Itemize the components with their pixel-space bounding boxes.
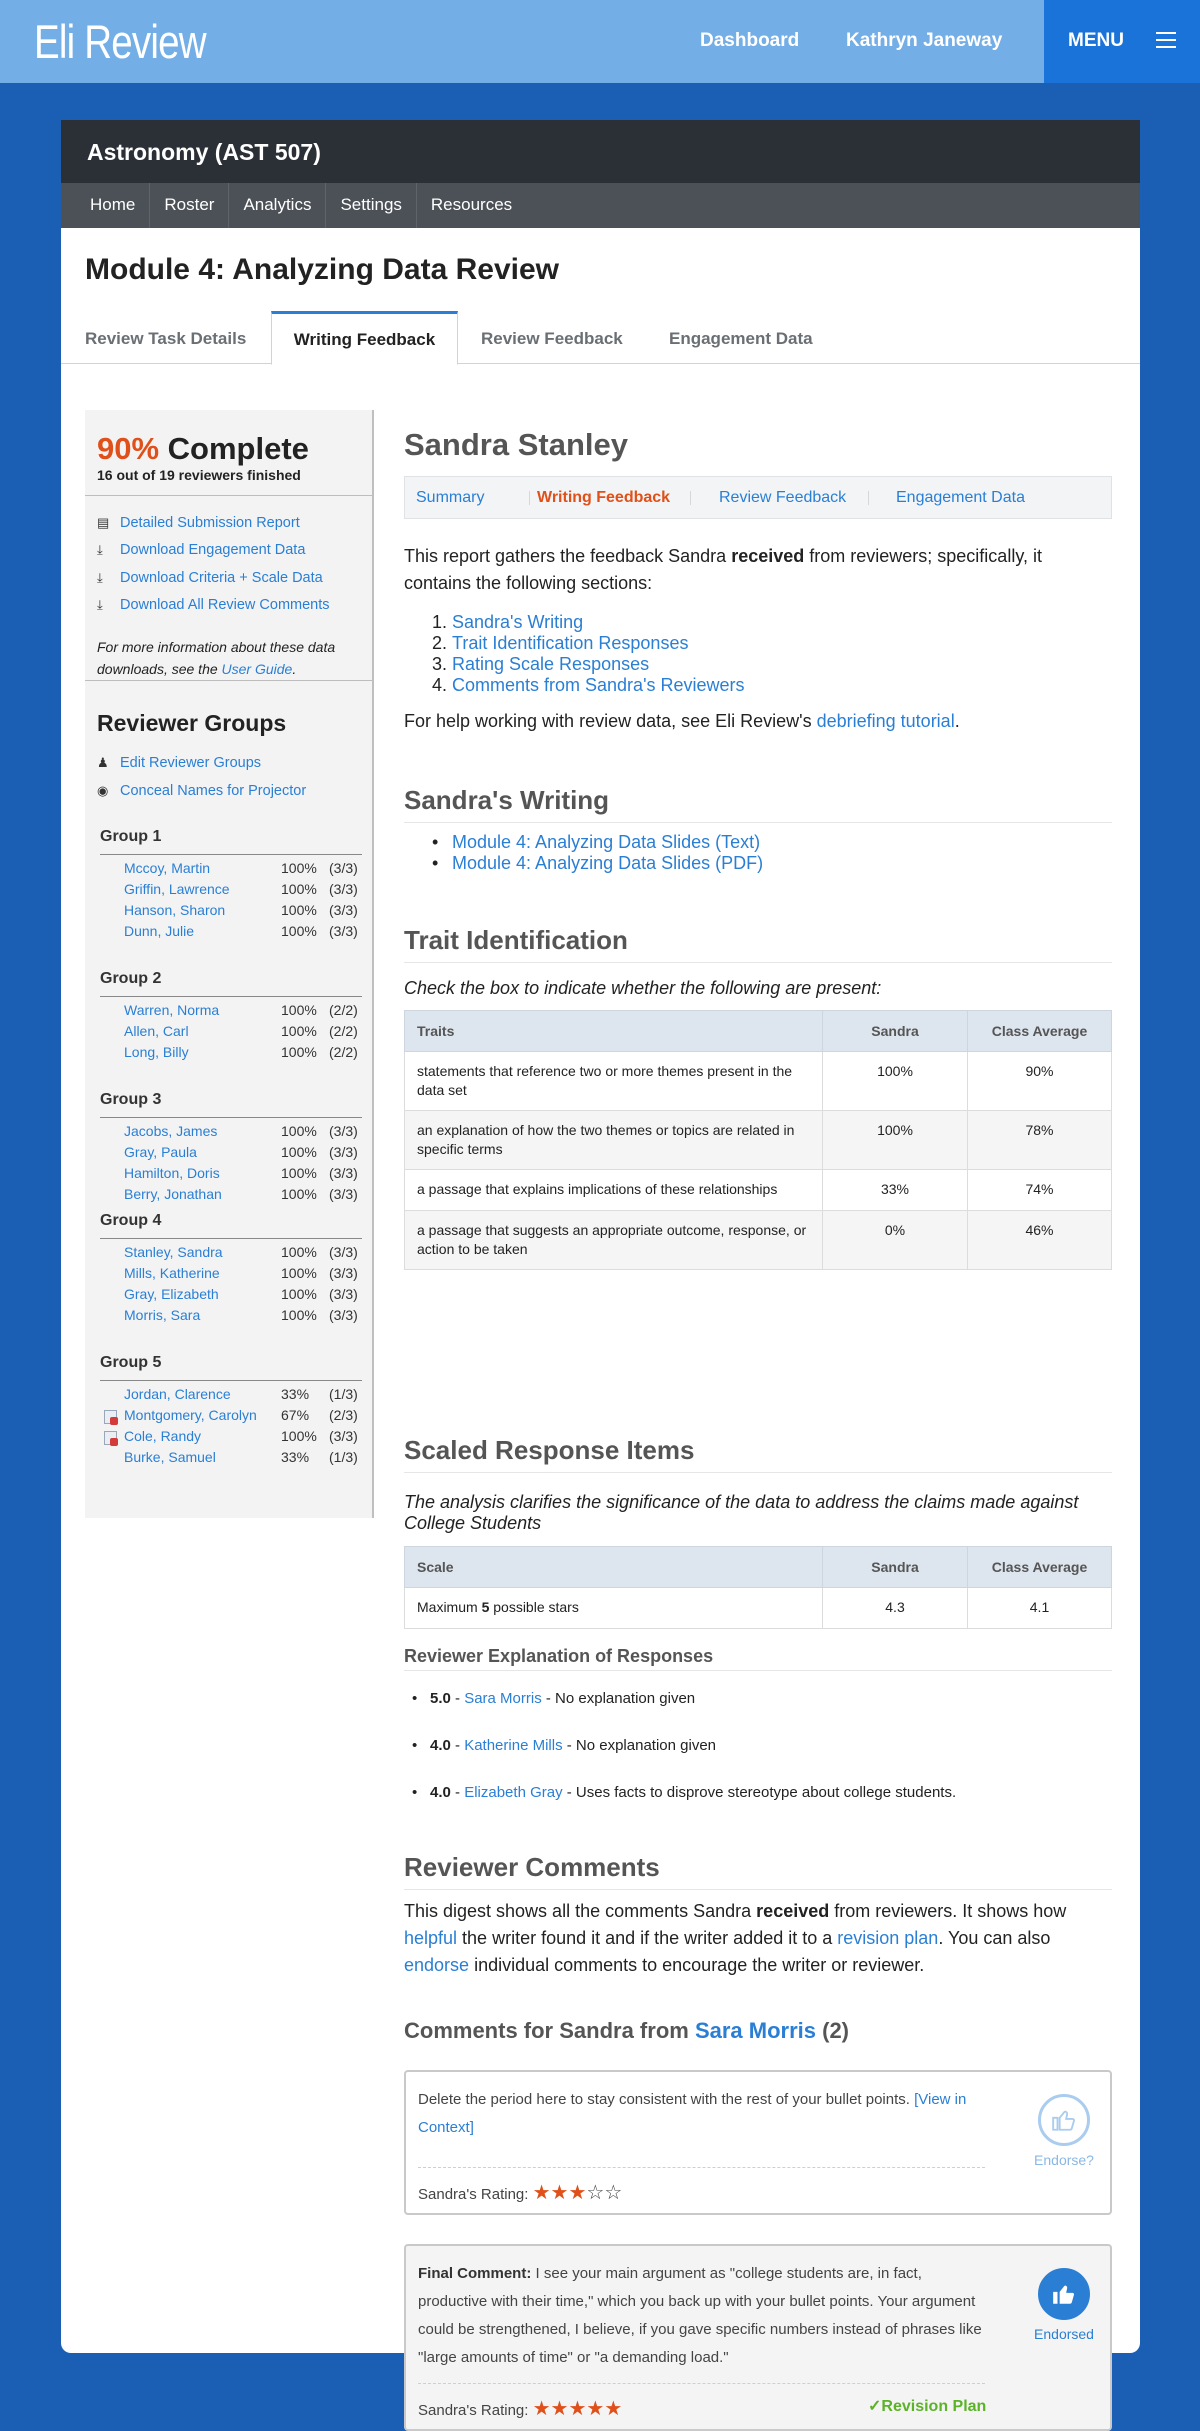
rating-label: Sandra's Rating:: [418, 2186, 529, 2203]
reviewer-name-link[interactable]: Berry, Jonathan: [124, 1186, 222, 1202]
course-nav: [61, 183, 1140, 228]
scaled-prompt: The analysis clarifies the significance of the data to address the claims made against College Students: [404, 1492, 1079, 1533]
comment-divider: [418, 2167, 985, 2168]
trait-average-value: 90%: [968, 1052, 1112, 1111]
reviewer-row: [85, 1123, 372, 1144]
section-link[interactable]: 2. Trait Identification Responses: [432, 633, 689, 653]
comments-for-text: Comments for Sandra from: [404, 2018, 695, 2043]
scale-sandra-value: 4.3: [823, 1588, 968, 1629]
download-criteria-label[interactable]: Download Criteria + Scale Data: [120, 570, 323, 586]
reviewer-row: [85, 923, 372, 944]
revision-plan-link[interactable]: revision plan: [837, 1928, 939, 1948]
detailed-report-link[interactable]: [97, 515, 300, 531]
help-paragraph: [404, 708, 1112, 735]
comment-rating: [418, 2396, 622, 2421]
completion-sidebar: [85, 410, 374, 1518]
comment-divider: [418, 2383, 985, 2384]
section-link[interactable]: 4. Comments from Sandra's Reviewers: [432, 675, 745, 695]
reviewer-name-link[interactable]: Mccoy, Martin: [124, 860, 211, 876]
reviewer-percent: 100%: [281, 1165, 317, 1181]
reviewer-fraction: (3/3): [329, 1165, 358, 1181]
group-title: Group 4: [100, 1212, 162, 1229]
subtab-summary[interactable]: Summary: [416, 489, 485, 506]
scale-average-value: 4.1: [968, 1588, 1112, 1629]
reviewer-percent: 33%: [281, 1449, 310, 1465]
flagged-report-icon[interactable]: [104, 1410, 117, 1424]
reviewer-percent: 100%: [281, 881, 317, 897]
reviewer-fraction: (2/2): [329, 1023, 358, 1039]
trait-text: a passage that suggests an appropriate outcome, response, or action to be taken: [405, 1211, 823, 1270]
revision-plan-label: Revision Plan: [881, 2398, 987, 2415]
reviewers-finished: 16 out of 19 reviewers finished: [97, 467, 301, 483]
explanation-score: 4.0: [430, 1737, 451, 1754]
digest-text: This digest shows all the comments Sandra: [404, 1901, 757, 1921]
scale-cell: Maximum 5 possible stars: [405, 1588, 823, 1629]
download-engagement-link[interactable]: [97, 542, 305, 558]
subtab-separator: [868, 491, 869, 505]
reviewer-name-link[interactable]: Montgomery, Carolyn: [124, 1407, 257, 1423]
writing-link-pdf[interactable]: • Module 4: Analyzing Data Slides (PDF): [432, 853, 764, 873]
table-row: [405, 1170, 1112, 1211]
help-text: .: [954, 711, 960, 731]
section-label[interactable]: Rating Scale Responses: [452, 654, 650, 674]
reviewer-fraction: (3/3): [329, 1144, 358, 1160]
trait-text: an explanation of how the two themes or topics are related in specific terms: [405, 1111, 823, 1170]
percent-value: 90%: [97, 431, 160, 466]
trait-average-value: 46%: [968, 1211, 1112, 1270]
endorsed-button[interactable]: [1029, 2268, 1099, 2342]
comment-count: (2): [816, 2018, 849, 2043]
reviewer-name-link[interactable]: Dunn, Julie: [124, 923, 195, 939]
table-row: [405, 1052, 1112, 1111]
group-title: Group 5: [100, 1354, 162, 1371]
comment-rating: [418, 2180, 622, 2205]
tab-writing-feedback[interactable]: Writing Feedback: [271, 311, 458, 365]
group-divider: [100, 1380, 362, 1381]
download-icon: ⤓: [97, 542, 103, 557]
download-icon: ⤓: [97, 570, 103, 585]
section-link[interactable]: 3. Rating Scale Responses: [432, 654, 650, 674]
table-row: [405, 1211, 1112, 1270]
section-label[interactable]: Trait Identification Responses: [452, 633, 689, 653]
digest-text: the writer found it and if the writer added it to a: [457, 1928, 838, 1948]
check-icon: ✓: [868, 2398, 882, 2415]
reviewer-percent: 100%: [281, 1023, 317, 1039]
reviewer-row: [85, 1286, 372, 1307]
reviewer-name-link[interactable]: Griffin, Lawrence: [124, 881, 230, 897]
reviewer-fraction: (1/3): [329, 1386, 358, 1402]
explanations-heading: Reviewer Explanation of Responses: [404, 1646, 1112, 1671]
hamburger-icon: [1156, 32, 1176, 48]
view-in-context-link[interactable]: [View in Context]: [418, 2091, 967, 2136]
explanation-item: • 4.0 - Elizabeth Gray - Uses facts to disprove stereotype about college students.: [430, 1784, 956, 1801]
trait-average-value: 78%: [968, 1111, 1112, 1170]
completion-percent: [97, 431, 309, 467]
download-comments-label[interactable]: Download All Review Comments: [120, 597, 330, 613]
digest-text: individual comments to encourage the writer or reviewer.: [469, 1955, 925, 1975]
reviewer-percent: 100%: [281, 902, 317, 918]
reviewer-percent: 100%: [281, 1002, 317, 1018]
user-menu-link[interactable]: Kathryn Janeway: [846, 30, 1003, 51]
comment-text: [418, 2086, 985, 2142]
reviewer-row: [85, 902, 372, 923]
comment-body: I see your main argument as "college students are, in fact, productive with their time," which you back up with your bullet points. Your argument could be strengthened, I believe, if you gave specific numbers instead of phrases like "large amounts of time" or "a demanding load.": [418, 2265, 982, 2366]
reviewer-percent: 100%: [281, 1244, 317, 1260]
trait-table: [404, 1010, 1112, 1270]
subtab-separator: [529, 491, 530, 505]
trait-text: statements that reference two or more themes present in the data set: [405, 1052, 823, 1111]
trait-average-value: 74%: [968, 1170, 1112, 1211]
reviewer-name-link[interactable]: Morris, Sara: [124, 1307, 201, 1323]
trait-heading: Trait Identification: [404, 925, 1112, 963]
tab-review-task-details[interactable]: Review Task Details: [85, 329, 247, 348]
reviewer-name-link[interactable]: Warren, Norma: [124, 1002, 220, 1018]
group-title: Group 3: [100, 1091, 162, 1108]
explanation-item: • 4.0 - Katherine Mills - No explanation given: [430, 1737, 716, 1754]
comments-heading: Reviewer Comments: [404, 1852, 1112, 1890]
trait-sandra-value: 100%: [823, 1052, 968, 1111]
final-comment-label: Final Comment:: [418, 2265, 532, 2282]
reviewer-percent: 100%: [281, 1044, 317, 1060]
subtab-engagement-data[interactable]: Engagement Data: [896, 489, 1025, 506]
group-divider: [100, 996, 362, 997]
explanation-text: - No explanation given: [541, 1690, 696, 1707]
reviewer-percent: 100%: [281, 1186, 317, 1202]
section-label[interactable]: Comments from Sandra's Reviewers: [452, 675, 745, 695]
group-divider: [100, 1238, 362, 1239]
course-nav-resources[interactable]: Resources: [430, 195, 513, 214]
detailed-report-label[interactable]: Detailed Submission Report: [120, 515, 300, 531]
reviewer-percent: 100%: [281, 923, 317, 939]
reviewer-percent: 100%: [281, 1265, 317, 1281]
reviewer-fraction: (3/3): [329, 860, 358, 876]
trait-prompt: Check the box to indicate whether the following are present:: [404, 978, 882, 998]
reviewer-fraction: (3/3): [329, 1307, 358, 1323]
table-row: [405, 1111, 1112, 1170]
dashboard-link[interactable]: Dashboard: [700, 30, 800, 51]
tab-review-feedback[interactable]: Review Feedback: [481, 329, 623, 348]
reviewer-percent: 100%: [281, 1123, 317, 1139]
writing-link-text[interactable]: • Module 4: Analyzing Data Slides (Text): [432, 832, 761, 852]
note-suffix: .: [292, 661, 297, 677]
section-label[interactable]: Sandra's Writing: [452, 612, 584, 632]
reviewer-row: [85, 1244, 372, 1265]
reviewer-fraction: (3/3): [329, 1244, 358, 1260]
explanation-score: 4.0: [430, 1784, 451, 1801]
download-engagement-label[interactable]: Download Engagement Data: [120, 542, 306, 558]
reviewer-percent: 100%: [281, 1286, 317, 1302]
subtab-writing-feedback[interactable]: Writing Feedback: [537, 489, 671, 506]
reviewer-row: [85, 860, 372, 881]
intro-text: This report gathers the feedback Sandra: [404, 546, 732, 566]
reviewer-groups-title: Reviewer Groups: [97, 710, 287, 736]
reviewer-percent: 100%: [281, 1144, 317, 1160]
reviewer-row: [85, 1265, 372, 1286]
trait-header-average: Class Average: [968, 1011, 1112, 1052]
scale-table: [404, 1546, 1112, 1629]
reviewer-name-link[interactable]: Burke, Samuel: [124, 1449, 216, 1465]
note-text: For more information about these data downloads, see the: [97, 639, 336, 677]
subtab-separator: [690, 491, 691, 505]
reviewer-percent: 100%: [281, 1428, 317, 1444]
reviewer-name-link[interactable]: Jacobs, James: [124, 1123, 218, 1139]
trait-sandra-value: 33%: [823, 1170, 968, 1211]
scale-header-sandra: Sandra: [823, 1547, 968, 1588]
comments-for-heading: [404, 2018, 849, 2044]
section-link[interactable]: 1. Sandra's Writing: [432, 612, 584, 632]
group-title: Group 1: [100, 828, 162, 845]
tab-engagement-data[interactable]: Engagement Data: [669, 329, 813, 348]
reviewer-name-link[interactable]: Long, Billy: [124, 1044, 189, 1060]
users-icon: ♟: [97, 755, 109, 770]
comment-card: [404, 2070, 1112, 2215]
intro-emphasis: received: [731, 546, 805, 566]
reviewer-fraction: (3/3): [329, 1123, 358, 1139]
course-nav-analytics[interactable]: Analytics: [229, 183, 326, 228]
reviewer-row: [85, 1407, 372, 1428]
course-card: [61, 120, 1140, 2420]
reviewer-fraction: (3/3): [329, 923, 358, 939]
star-rating: ★★★☆☆: [532, 2182, 623, 2204]
revision-plan-badge: [868, 2396, 986, 2416]
reviewer-percent: 67%: [281, 1407, 310, 1423]
writing-link-label[interactable]: Module 4: Analyzing Data Slides (PDF): [452, 853, 764, 873]
reviewer-link[interactable]: Sara Morris: [464, 1690, 542, 1707]
digest-text: . You can also: [938, 1928, 1051, 1948]
thumbs-up-icon: [1038, 2094, 1090, 2146]
endorsed-label: Endorsed: [1034, 2326, 1094, 2342]
reviewer-percent: 33%: [281, 1386, 310, 1402]
reviewer-fraction: (2/2): [329, 1044, 358, 1060]
download-icon: ⤓: [97, 597, 103, 612]
group-divider: [100, 1117, 362, 1118]
reviewer-link[interactable]: Elizabeth Gray: [464, 1784, 563, 1801]
intro-paragraph: [404, 543, 1112, 597]
reviewer-fraction: (3/3): [329, 881, 358, 897]
star-rating: ★★★★★: [532, 2398, 623, 2420]
reviewer-name-link[interactable]: Allen, Carl: [124, 1023, 189, 1039]
reviewer-fraction: (2/3): [329, 1407, 358, 1423]
comment-card: [404, 2244, 1112, 2431]
rating-label: Sandra's Rating:: [418, 2402, 529, 2419]
reviewer-fraction: (2/2): [329, 1002, 358, 1018]
scale-header-scale: Scale: [405, 1547, 823, 1588]
reviewer-row: [85, 1002, 372, 1023]
comment-body: Delete the period here to stay consistent with the rest of your bullet points.: [418, 2091, 915, 2108]
edit-groups-link[interactable]: [97, 755, 261, 771]
download-criteria-link[interactable]: [97, 570, 323, 586]
eli-review-logo[interactable]: Eli Review: [34, 15, 206, 68]
course-nav-roster[interactable]: Roster: [150, 183, 229, 228]
digest-text: from reviewers. It shows how: [829, 1901, 1067, 1921]
reviewer-fraction: (3/3): [329, 1286, 358, 1302]
conceal-names-link[interactable]: [97, 783, 306, 799]
reviewer-row: [85, 1144, 372, 1165]
reviewer-row: [85, 1186, 372, 1207]
writing-heading: Sandra's Writing: [404, 785, 1112, 823]
group-title: Group 2: [100, 970, 162, 987]
course-nav-settings[interactable]: Settings: [326, 183, 416, 228]
trait-sandra-value: 100%: [823, 1111, 968, 1170]
course-title: Astronomy (AST 507): [61, 120, 1140, 183]
reviewer-row: [85, 1386, 372, 1407]
reviewer-row: [85, 1044, 372, 1065]
reviewer-row: [85, 1449, 372, 1470]
group-divider: [100, 854, 362, 855]
reviewer-name-link[interactable]: Stanley, Sandra: [124, 1244, 223, 1260]
flagged-report-icon[interactable]: [104, 1431, 117, 1445]
conceal-names-label[interactable]: Conceal Names for Projector: [120, 783, 307, 799]
top-bar: [0, 0, 1200, 83]
downloads-note: [97, 636, 362, 680]
subtab-review-feedback[interactable]: Review Feedback: [719, 489, 847, 506]
reviewer-name-link[interactable]: Gray, Elizabeth: [124, 1286, 219, 1302]
intro-text: from reviewers; specifically, it contains the following sections:: [404, 546, 1042, 593]
divider: [85, 495, 372, 496]
table-row: [405, 1588, 1112, 1629]
explanation-text: - Uses facts to disprove stereotype about college students.: [562, 1784, 957, 1801]
menu-label: MENU: [1068, 30, 1124, 51]
endorse-link[interactable]: endorse: [404, 1955, 470, 1975]
reviewer-link[interactable]: Sara Morris: [694, 2018, 816, 2043]
scale-header-average: Class Average: [968, 1547, 1112, 1588]
reviewer-name-link[interactable]: Cole, Randy: [124, 1428, 202, 1444]
eye-slash-icon: ◉: [97, 783, 109, 798]
thumbs-up-icon: [1038, 2268, 1090, 2320]
edit-groups-label[interactable]: Edit Reviewer Groups: [120, 755, 262, 771]
course-nav-home[interactable]: Home: [76, 183, 150, 228]
reviewer-row: [85, 1307, 372, 1328]
helpful-link[interactable]: helpful: [404, 1928, 458, 1948]
student-subtabs: [404, 476, 1112, 519]
student-name: Sandra Stanley: [404, 427, 628, 462]
report-icon: ▤: [97, 515, 110, 530]
comment-text: [418, 2260, 985, 2372]
trait-sandra-value: 0%: [823, 1211, 968, 1270]
complete-label: Complete: [167, 431, 309, 466]
reviewer-name-link[interactable]: Hamilton, Doris: [124, 1165, 220, 1181]
explanation-text: - No explanation given: [562, 1737, 717, 1754]
digest-paragraph: [404, 1898, 1112, 1979]
reviewer-name-link[interactable]: Jordan, Clarence: [124, 1386, 231, 1402]
reviewer-name-link[interactable]: Gray, Paula: [124, 1144, 197, 1160]
reviewer-fraction: (1/3): [329, 1449, 358, 1465]
scaled-heading: Scaled Response Items: [404, 1435, 1112, 1473]
reviewer-row: [85, 1023, 372, 1044]
download-comments-link[interactable]: [97, 597, 330, 613]
explanation-item: • 5.0 - Sara Morris - No explanation given: [430, 1690, 695, 1707]
reviewer-row: [85, 1428, 372, 1449]
menu-button[interactable]: [1044, 0, 1200, 83]
sections-list: [432, 612, 745, 696]
page-title: Module 4: Analyzing Data Review: [85, 253, 559, 286]
reviewer-fraction: (3/3): [329, 1265, 358, 1281]
endorse-button[interactable]: [1029, 2094, 1099, 2168]
reviewer-link[interactable]: Katherine Mills: [464, 1737, 563, 1754]
reviewer-percent: 100%: [281, 1307, 317, 1323]
review-tabs: [61, 311, 1140, 364]
endorse-label: Endorse?: [1034, 2152, 1094, 2168]
reviewer-name-link[interactable]: Mills, Katherine: [124, 1265, 220, 1281]
reviewer-name-link[interactable]: Hanson, Sharon: [124, 902, 226, 918]
trait-header-sandra: Sandra: [823, 1011, 968, 1052]
reviewer-row: [85, 881, 372, 902]
writing-link-label[interactable]: Module 4: Analyzing Data Slides (Text): [452, 832, 761, 852]
debriefing-tutorial-link[interactable]: debriefing tutorial: [816, 711, 955, 731]
explanation-score: 5.0: [430, 1690, 451, 1707]
reviewer-fraction: (3/3): [329, 1186, 358, 1202]
reviewer-fraction: (3/3): [329, 1428, 358, 1444]
help-text: For help working with review data, see Eli Review's: [404, 711, 817, 731]
trait-header-traits: Traits: [405, 1011, 823, 1052]
writing-links: [432, 832, 763, 874]
digest-emphasis: received: [756, 1901, 830, 1921]
reviewer-row: [85, 1165, 372, 1186]
reviewer-fraction: (3/3): [329, 902, 358, 918]
user-guide-link[interactable]: User Guide: [221, 661, 293, 677]
reviewer-percent: 100%: [281, 860, 317, 876]
divider: [85, 680, 372, 681]
trait-text: a passage that explains implications of these relationships: [405, 1170, 823, 1211]
